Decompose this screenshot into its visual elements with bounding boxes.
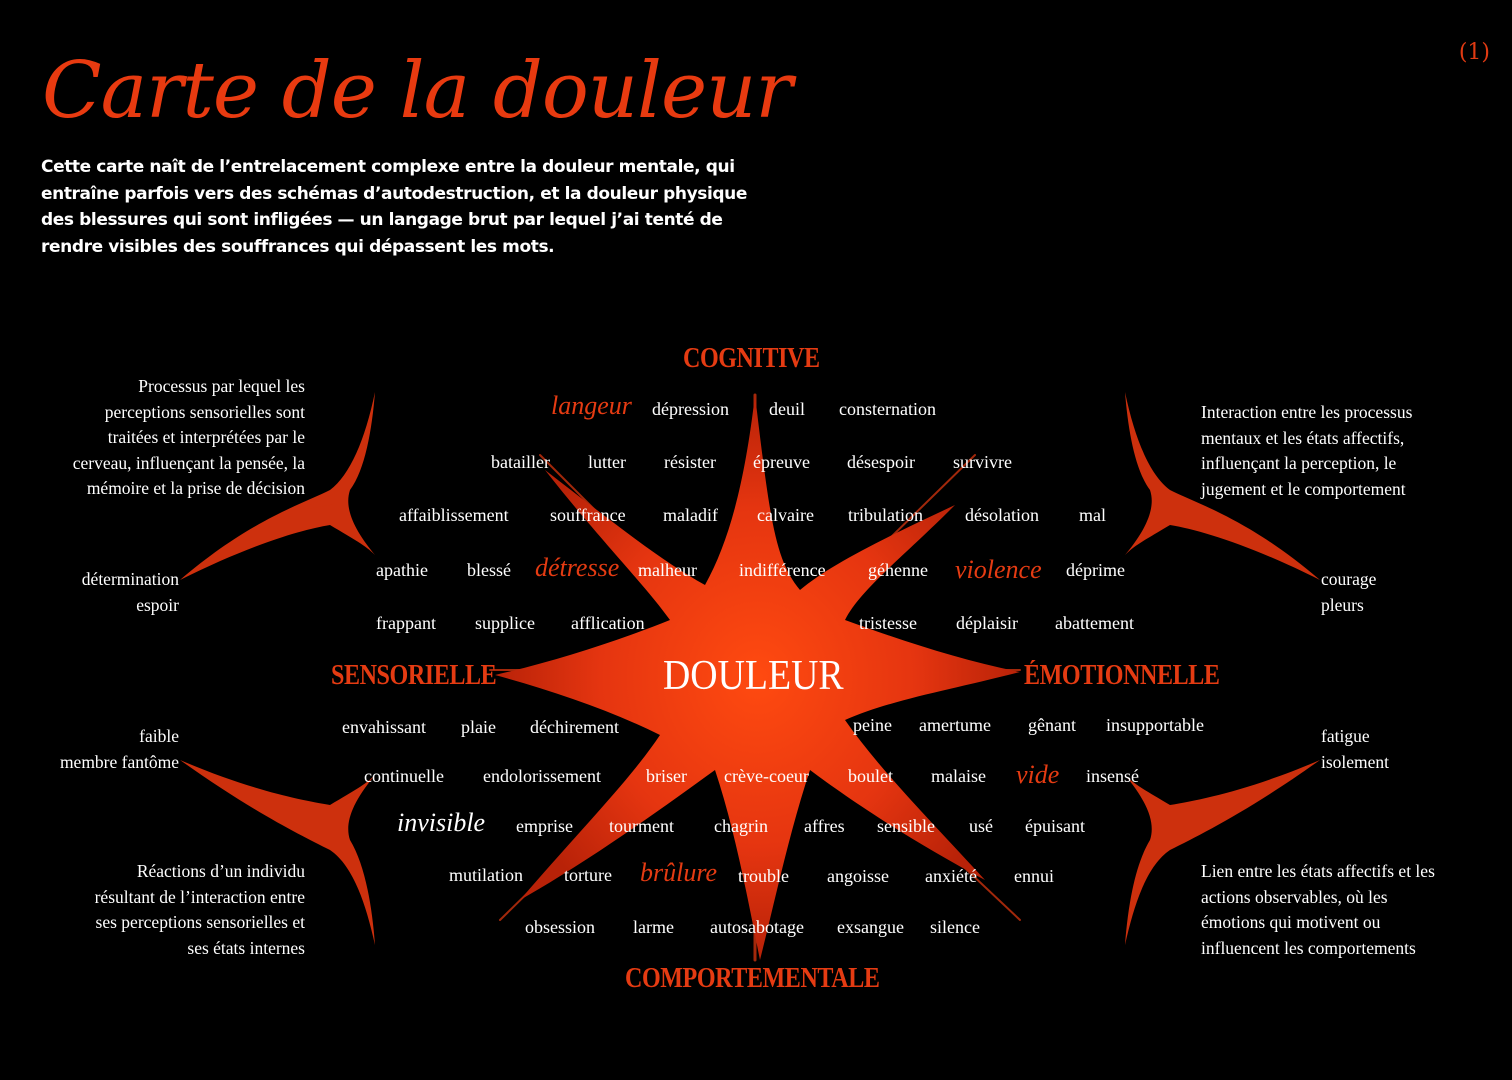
side-words-right-lower <box>1321 724 1471 775</box>
word: anxiété <box>925 866 977 886</box>
word: afflication <box>571 613 645 633</box>
description-line: actions observables, où les <box>1201 886 1388 907</box>
description-line: émotions qui motivent ou <box>1201 912 1381 932</box>
word: insensé <box>1086 766 1139 786</box>
word-highlight-white: invisible <box>397 808 486 837</box>
description-line: cerveau, influençant la pensée, la <box>72 452 305 473</box>
side-word: membre fantôme <box>59 751 179 772</box>
side-word: fatigue <box>1321 726 1370 746</box>
description-line: jugement et le comportement <box>1201 478 1406 499</box>
word-highlight: détresse <box>535 553 620 582</box>
category-emotionnelle: ÉMOTIONNELLE <box>1024 660 1220 691</box>
word: briser <box>646 766 687 786</box>
side-words-left-upper <box>0 567 179 618</box>
word: épreuve <box>753 452 810 472</box>
word: insupportable <box>1106 715 1204 735</box>
word: déprime <box>1066 560 1125 580</box>
word: exsangue <box>837 917 904 937</box>
word: chagrin <box>714 816 768 836</box>
description-bottom-left <box>0 859 305 961</box>
word-highlight: vide <box>1016 760 1060 789</box>
description-line: influençant la perception, le <box>1201 453 1397 473</box>
side-word: espoir <box>136 594 179 615</box>
category-comportementale: COMPORTEMENTALE <box>625 963 880 994</box>
description-line: Réactions d’un individu <box>136 861 305 881</box>
description-line: perceptions sensorielles sont <box>104 401 305 422</box>
word: abattement <box>1055 613 1134 633</box>
word: affaiblissement <box>399 505 509 525</box>
word: autosabotage <box>710 917 804 937</box>
description-line: Lien entre les états affectifs et les <box>1201 861 1435 881</box>
side-word: pleurs <box>1321 594 1364 615</box>
description-line: Interaction entre les processus <box>1201 402 1413 422</box>
word: souffrance <box>550 505 626 525</box>
word: emprise <box>516 816 573 836</box>
word: désespoir <box>847 452 915 472</box>
description-line: ses perceptions sensorielles et <box>95 912 305 932</box>
word: lutter <box>588 452 626 472</box>
word: tribulation <box>848 505 923 525</box>
description-line: mémoire et la prise de décision <box>86 478 305 498</box>
word: torture <box>564 865 612 885</box>
description-line: résultant de l’interaction entre <box>94 886 305 907</box>
word: peine <box>853 715 892 735</box>
word: plaie <box>461 717 496 737</box>
side-word: faible <box>139 726 179 746</box>
category-sensorielle: SENSORIELLE <box>331 660 497 691</box>
page-number: (1) <box>1458 40 1490 65</box>
word: malaise <box>931 766 986 786</box>
word: affres <box>804 816 845 836</box>
word: endolorissement <box>483 766 601 786</box>
word: apathie <box>376 560 428 580</box>
word: tristesse <box>859 613 917 633</box>
description-top-right <box>1201 400 1501 502</box>
word: désolation <box>965 505 1039 525</box>
word: tourment <box>609 816 674 836</box>
word: survivre <box>953 452 1012 472</box>
word: amertume <box>919 715 991 735</box>
side-word: courage <box>1321 569 1377 589</box>
word: blessé <box>467 560 511 580</box>
word: géhenne <box>868 560 928 580</box>
side-word: détermination <box>81 569 179 589</box>
intro-paragraph: Cette carte naît de l’entrelacement complexe entre la douleur mentale, qui entraîne parfois vers des schémas d’autodestruction, et la douleur physique des blessures qui sont infligées — un langage brut par lequel j’ai tenté de rendre visibles des souffrances qui dépassent les mots. <box>41 157 748 257</box>
word-highlight: brûlure <box>640 858 718 887</box>
word: trouble <box>738 866 789 886</box>
word: déplaisir <box>956 613 1018 633</box>
description-line: Processus par lequel les <box>138 376 305 396</box>
center-label: DOULEUR <box>663 653 844 699</box>
word: dépression <box>652 399 729 419</box>
word: silence <box>930 917 980 937</box>
word: obsession <box>525 917 596 937</box>
word: envahissant <box>342 717 426 737</box>
description-top-left <box>0 374 305 502</box>
word: crève-coeur <box>724 766 809 786</box>
word-highlight: violence <box>955 555 1042 584</box>
word: épuisant <box>1025 816 1085 836</box>
word: angoisse <box>827 866 889 886</box>
word: indifférence <box>739 560 826 580</box>
word: frappant <box>376 613 436 633</box>
description-bottom-right <box>1201 859 1506 961</box>
word: ennui <box>1014 866 1054 886</box>
word: supplice <box>475 613 535 633</box>
description-line: traitées et interprétées par le <box>107 427 305 447</box>
word: résister <box>664 452 716 472</box>
word: maladif <box>663 505 718 525</box>
word: boulet <box>848 766 893 786</box>
word: continuelle <box>364 766 444 786</box>
side-word: isolement <box>1321 751 1390 772</box>
description-line: ses états internes <box>187 937 305 958</box>
word: mal <box>1079 505 1106 525</box>
word: batailler <box>491 452 550 472</box>
word: consternation <box>839 399 936 419</box>
word-highlight: langeur <box>551 391 632 420</box>
word: usé <box>969 816 993 836</box>
side-words-left-lower <box>0 724 179 775</box>
word: gênant <box>1028 715 1076 735</box>
description-line: influencent les comportements <box>1201 937 1416 958</box>
word: deuil <box>769 399 805 419</box>
word: mutilation <box>449 865 523 885</box>
word: malheur <box>638 560 697 580</box>
word: larme <box>633 917 674 937</box>
word: sensible <box>877 816 935 836</box>
page-title: Carte de la douleur <box>42 46 792 136</box>
word: déchirement <box>530 717 619 737</box>
side-words-right-upper <box>1321 567 1471 618</box>
description-line: mentaux et les états affectifs, <box>1201 427 1405 448</box>
category-cognitive: COGNITIVE <box>683 343 820 374</box>
word: calvaire <box>757 505 814 525</box>
